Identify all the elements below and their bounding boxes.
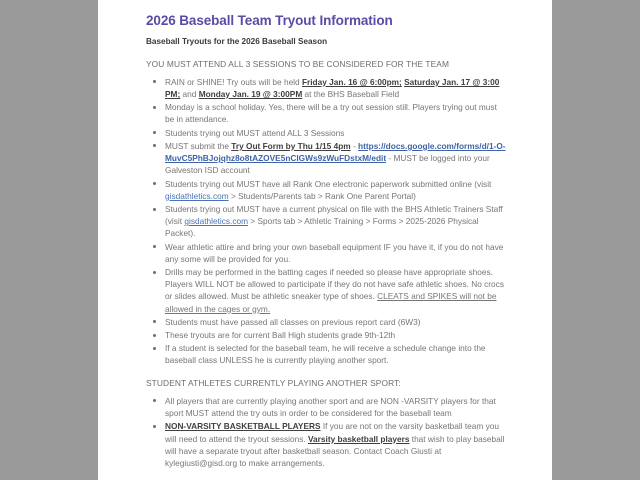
body-text: and: [180, 89, 199, 100]
body-text: All players that are currently playing another sport and are NON -VARSITY players for that sport MUST attend the try outs in order to be considered for the baseball team: [165, 395, 496, 419]
body-text: Students trying out MUST have all Rank One electronic paperwork submitted online (visit: [165, 178, 492, 189]
list-item: [146, 127, 508, 139]
emphasis-text: Saturday Jan. 17 @ 3:00 PM;: [165, 76, 500, 100]
list-item: [146, 101, 508, 125]
other-sport-requirements-list: [146, 395, 508, 469]
list-item: [146, 342, 508, 366]
body-text: If a student is selected for the baseball team, he will receive a schedule change into the baseball class UNLESS he is currently playing another sport.: [165, 343, 486, 366]
body-text: Students trying out MUST attend ALL 3 Sessions: [165, 127, 345, 138]
external-link[interactable]: gisdathletics.com: [184, 216, 248, 227]
list-item: [146, 329, 508, 341]
document-body: [98, 0, 552, 469]
body-text: -: [350, 140, 359, 151]
document-page: [98, 0, 552, 480]
document-subtitle: Baseball Tryouts for the 2026 Baseball Season: [146, 36, 328, 46]
body-text: > Sports tab > Athletic Training > Forms > 2025-2026 Physical Packet).: [165, 216, 479, 239]
list-item: [146, 316, 508, 328]
body-text: Monday is a school holiday. Yes, there will be a try out session still. Players trying out must be in attendance.: [165, 102, 497, 125]
list-item: [146, 178, 508, 202]
external-link[interactable]: https://docs.google.com/forms/d/1-O-MuvC5PhBJojqhz8o8tAZOVE5nCIGWs9zWuFDstxM/edit: [165, 140, 506, 164]
emphasis-text: Try Out Form by Thu 1/15 4pm: [231, 140, 351, 151]
body-text: These tryouts are for current Ball High students grade 9th-12th: [165, 329, 396, 340]
underlined-text: CLEATS and SPIKES will not be allowed in the cages or gym.: [165, 291, 497, 314]
external-link[interactable]: gisdathletics.com: [165, 190, 229, 201]
body-text: MUST submit the: [165, 140, 232, 151]
page-title: 2026 Baseball Team Tryout Information: [146, 13, 393, 28]
emphasis-text: NON-VARSITY BASKETBALL PLAYERS: [165, 421, 321, 432]
body-text: > Students/Parents tab > Rank One Parent Portal): [228, 190, 416, 201]
body-text: RAIN or SHINE! Try outs will be held: [165, 76, 302, 87]
other-sport-section-heading: STUDENT ATHLETES CURRENTLY PLAYING ANOTHER SPORT:: [146, 377, 401, 388]
main-requirements-list: [146, 76, 508, 367]
body-text: - MUST be logged into your Galveston ISD account: [165, 153, 490, 176]
list-item: [146, 140, 508, 177]
body-text: Students must have passed all classes on previous report card (6W3): [165, 316, 421, 327]
body-text: that wish to play baseball will have a separate tryout after basketball season. Contact Coach Giusti at kylegiusti@gisd.org to make arrangements.: [165, 433, 505, 468]
list-item: [146, 420, 508, 469]
body-text: Drills may be performed in the batting cages if needed so please have appropriate shoes. Players WILL NOT be allowed to participate if they do not have safe athletic shoes. No crocs or slides allowed. Must be athletic sneaker type of shoes.: [165, 266, 504, 302]
body-text: at the BHS Baseball Field: [302, 89, 400, 100]
list-item: [146, 203, 508, 240]
body-text: If you are not on the varsity basketball team you will need to attend the tryout sessions.: [165, 421, 499, 444]
emphasis-text: Varsity basketball players: [307, 433, 410, 444]
body-text: Wear athletic attire and bring your own baseball equipment IF you have it, if you do not have any some will be provided for you.: [165, 241, 504, 264]
list-item: [146, 266, 508, 315]
document-intro-text: YOU MUST ATTEND ALL 3 SESSIONS TO BE CONSIDERED FOR THE TEAM: [146, 58, 450, 69]
list-item: [146, 76, 508, 100]
list-item: [146, 241, 508, 265]
list-item: [146, 395, 508, 419]
emphasis-text: Monday Jan. 19 @ 3:00PM: [198, 89, 303, 100]
emphasis-text: Friday Jan. 16 @ 6:00pm;: [301, 76, 402, 87]
body-text: Students trying out MUST have a current physical on file with the BHS Athletic Trainers Staff (visit: [165, 203, 503, 227]
